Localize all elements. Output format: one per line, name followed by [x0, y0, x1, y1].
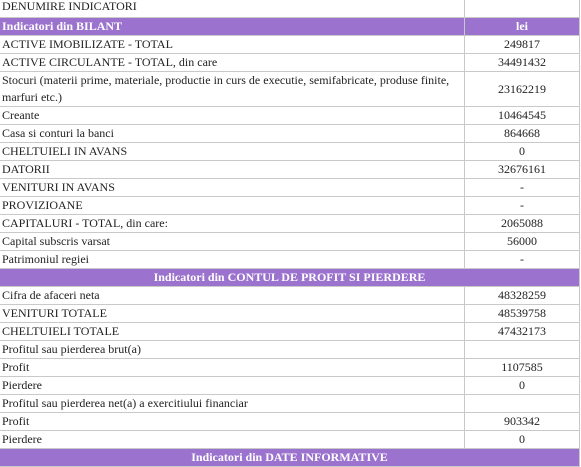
- row-label: ACTIVE IMOBILIZATE - TOTAL: [0, 36, 465, 54]
- row-value: 34491432: [465, 54, 580, 72]
- table-row: [0, 305, 580, 323]
- row-label: Patrimoniul regiei: [0, 251, 465, 269]
- row-value: 10464545: [465, 107, 580, 125]
- table-row: [0, 395, 580, 413]
- table-row: [0, 54, 580, 72]
- row-value: 47432173: [465, 323, 580, 341]
- row-value: -: [465, 197, 580, 215]
- table-row: [0, 215, 580, 233]
- row-label: Profitul sau pierderea net(a) a exercitiului financiar: [0, 395, 465, 413]
- row-label: Creante: [0, 107, 465, 125]
- row-value: [465, 341, 580, 359]
- table-row: [0, 143, 580, 161]
- table-row: [0, 36, 580, 54]
- row-value: 1107585: [465, 359, 580, 377]
- row-label: Capital subscris varsat: [0, 233, 465, 251]
- row-label: CAPITALURI - TOTAL, din care:: [0, 215, 465, 233]
- row-label: VENITURI TOTALE: [0, 305, 465, 323]
- section-header-bilant: [0, 18, 580, 36]
- row-value: 2065088: [465, 215, 580, 233]
- table-row: [0, 413, 580, 431]
- row-value: 0: [465, 431, 580, 449]
- column-header-row: [0, 0, 580, 18]
- row-label: Cifra de afaceri neta: [0, 287, 465, 305]
- table-row: [0, 179, 580, 197]
- indicator-name-header: DENUMIRE INDICATORI: [0, 0, 465, 18]
- row-label: DATORII: [0, 161, 465, 179]
- row-value: -: [465, 179, 580, 197]
- row-label: CHELTUIELI IN AVANS: [0, 143, 465, 161]
- table-row: [0, 431, 580, 449]
- row-value: 48328259: [465, 287, 580, 305]
- table-row: [0, 287, 580, 305]
- row-value: 23162219: [465, 72, 580, 107]
- row-label: Casa si conturi la banci: [0, 125, 465, 143]
- indicator-value-header: [465, 0, 580, 18]
- row-label: CHELTUIELI TOTALE: [0, 323, 465, 341]
- row-label: Profitul sau pierderea brut(a): [0, 341, 465, 359]
- row-label: Profit: [0, 413, 465, 431]
- row-label: PROVIZIOANE: [0, 197, 465, 215]
- row-label: VENITURI IN AVANS: [0, 179, 465, 197]
- table-row: [0, 197, 580, 215]
- section-title-date-informative: Indicatori din DATE INFORMATIVE: [0, 449, 580, 467]
- row-value: 32676161: [465, 161, 580, 179]
- row-label: Pierdere: [0, 377, 465, 395]
- row-value: 0: [465, 143, 580, 161]
- table-row: [0, 233, 580, 251]
- row-value: 903342: [465, 413, 580, 431]
- table-row: [0, 251, 580, 269]
- table-row: [0, 72, 580, 107]
- table-row: [0, 359, 580, 377]
- section-header-date-informative: [0, 449, 580, 467]
- row-value: 56000: [465, 233, 580, 251]
- table-row: [0, 323, 580, 341]
- row-value: [465, 395, 580, 413]
- row-label: Profit: [0, 359, 465, 377]
- section-title-bilant: Indicatori din BILANT: [0, 18, 465, 36]
- row-label: ACTIVE CIRCULANTE - TOTAL, din care: [0, 54, 465, 72]
- section-header-profit: [0, 269, 580, 287]
- row-value: 864668: [465, 125, 580, 143]
- unit-label: lei: [465, 18, 580, 36]
- table-row: [0, 125, 580, 143]
- row-label: Pierdere: [0, 431, 465, 449]
- row-value: 249817: [465, 36, 580, 54]
- table-row: [0, 107, 580, 125]
- table-row: [0, 161, 580, 179]
- section-title-profit: Indicatori din CONTUL DE PROFIT SI PIERDERE: [0, 269, 580, 287]
- row-value: -: [465, 251, 580, 269]
- row-value: 48539758: [465, 305, 580, 323]
- table-row: [0, 377, 580, 395]
- row-value: 0: [465, 377, 580, 395]
- table-row: [0, 341, 580, 359]
- row-label: Stocuri (materii prime, materiale, productie in curs de executie, semifabricate, produse finite, marfuri etc.): [0, 72, 465, 107]
